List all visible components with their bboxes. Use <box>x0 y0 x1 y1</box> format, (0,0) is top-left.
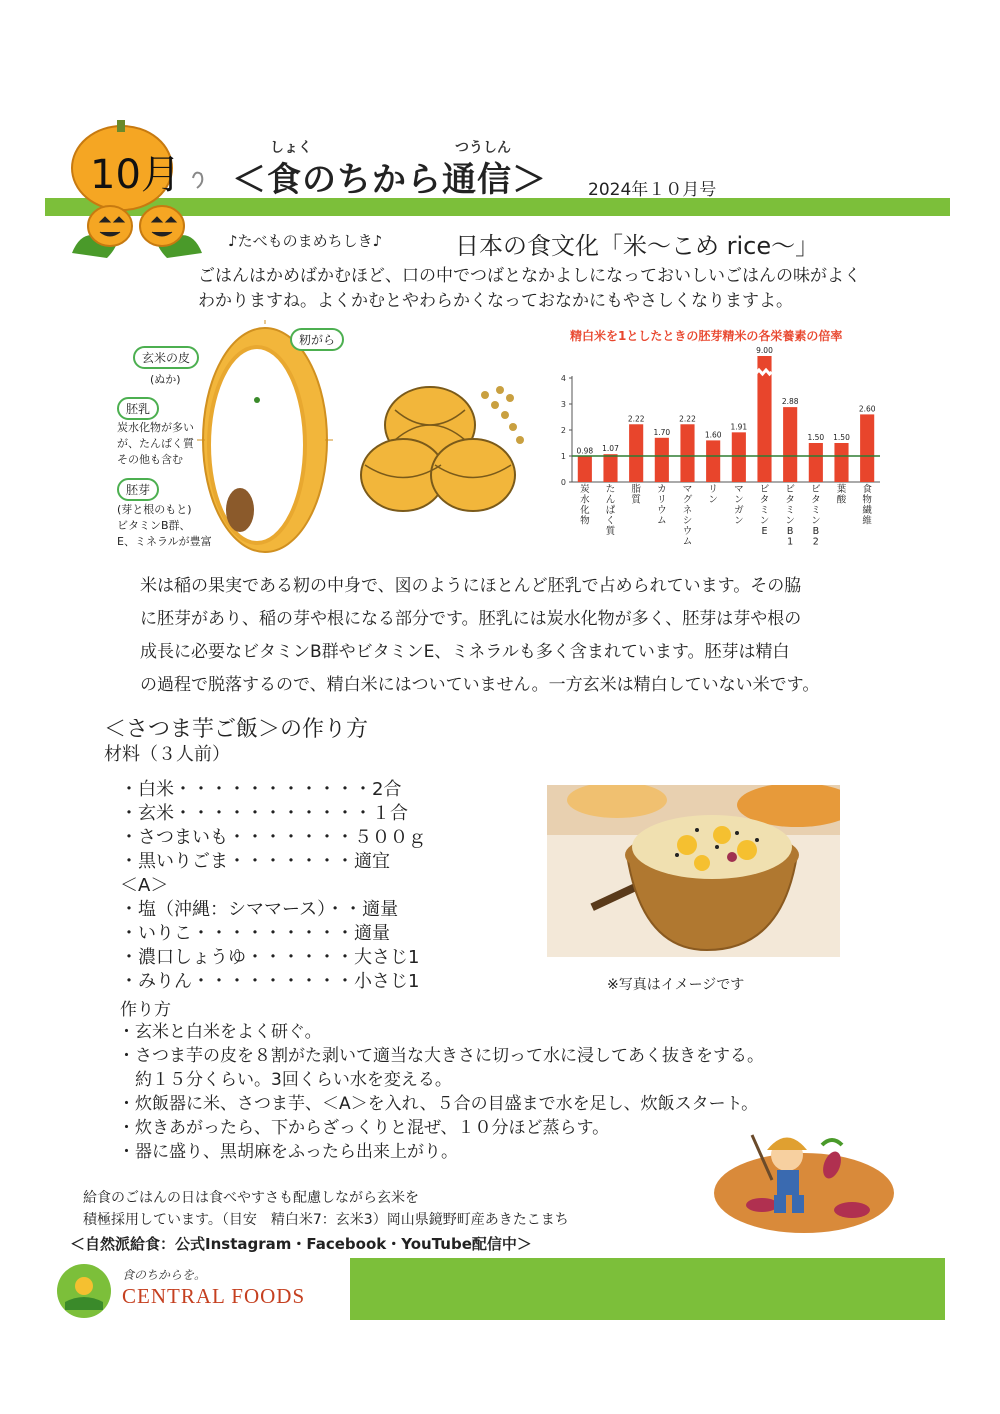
y-tick-label: 3 <box>560 400 566 409</box>
ingredient: ・玄米・・・・・・・・・・・１合 <box>120 803 408 824</box>
step-item: ・炊きあがったら、下からざっくりと混ぜ、１０分ほど蒸らす。 <box>118 1118 610 1138</box>
central-foods-logo-icon <box>55 1262 113 1320</box>
ingredient: ・塩（沖縄：シママース）・・適量 <box>120 899 399 920</box>
data-label: 0.98 <box>576 446 594 456</box>
data-label: 2.60 <box>858 404 876 414</box>
logo-name: CENTRAL FOODS <box>122 1284 306 1308</box>
category-label: 炭水化物 <box>580 484 590 527</box>
materials-heading: 材料（３人前） <box>104 744 230 765</box>
data-label: 1.50 <box>807 433 825 442</box>
nutrient-bar-chart <box>550 342 890 567</box>
footer-note-line-1: 給食のごはんの日は食べやすさも配慮しながら玄米を <box>83 1190 419 1206</box>
category-label: マンガン <box>734 484 744 527</box>
ingredient: ・黒いりごま・・・・・・・適宜 <box>120 851 390 872</box>
ingredient: ・みりん・・・・・・・・・小さじ1 <box>120 971 420 992</box>
label-hainyu: 胚乳 <box>117 397 159 420</box>
footer-green-bar <box>350 1258 945 1320</box>
label-nuka: (ぬか) <box>150 373 181 386</box>
farmer-digging-illustration <box>712 1125 897 1235</box>
bar <box>783 407 797 482</box>
step-item: ・玄米と白米をよく研ぐ。 <box>118 1022 322 1042</box>
ingredient-group-a: ＜A＞ <box>120 875 169 896</box>
hainyu-desc-1: 炭水化物が多い <box>117 421 194 434</box>
category-label: たんぱく質 <box>605 484 616 537</box>
hainyu-desc-3: その他も含む <box>117 453 183 466</box>
category-label: カリウム <box>657 484 667 527</box>
intro-line-2: わかりますね。よくかむとやわらかくなっておなかにもやさしくなりますよ。 <box>198 291 793 311</box>
recipe-title: ＜さつま芋ご飯＞の作り方 <box>104 717 369 742</box>
data-label: 1.50 <box>833 433 850 442</box>
category-label: 食物繊維 <box>862 484 872 527</box>
chart-title: 精白米を1としたときの胚芽精米の各栄養素の倍率 <box>570 329 843 343</box>
bar <box>680 424 694 482</box>
category-label: マグネシウム <box>682 484 693 548</box>
category-label: ビタミン E <box>759 484 770 537</box>
newsletter-title: ＜食のちから通信＞ <box>232 160 547 200</box>
data-label: 1.91 <box>730 422 748 432</box>
paragraph-line-1: 米は稲の果実である籾の中身で、図のようにほとんど胚乳で占められています。その脇 <box>140 576 802 596</box>
footer-note-line-2: 積極採用しています。（目安 精白米7：玄米3）岡山県鏡野町産あきたこまち <box>83 1212 569 1228</box>
ingredient: ・白米・・・・・・・・・・・2合 <box>120 779 402 800</box>
label-haiga: 胚芽 <box>117 478 159 501</box>
step-item: 約１５分くらい。3回くらい水を変える。 <box>118 1070 452 1090</box>
y-tick-label: 0 <box>560 478 566 487</box>
section-title: 日本の食文化「米～こめ rice～」 <box>455 232 820 260</box>
month-badge: 10月 <box>90 152 181 198</box>
category-label: ビタミン B 2 <box>811 484 821 548</box>
paragraph-line-3: 成長に必要なビタミンB群やビタミンE、ミネラルも多く含まれています。胚芽は精白 <box>140 642 790 662</box>
ruby-tsuushin: つうしん <box>455 140 511 156</box>
haiga-desc-3: E、ミネラルが豊富 <box>117 535 212 548</box>
category-label: ビタミン B 1 <box>785 484 795 548</box>
logo-tagline: 食のちからを。 <box>122 1268 207 1282</box>
photo-note: ※写真はイメージです <box>607 977 745 993</box>
label-momigara: 籾がら <box>290 328 344 351</box>
bar <box>732 432 746 482</box>
label-genmai-skin: 玄米の皮 <box>133 346 199 369</box>
category-label: 脂質 <box>631 484 641 506</box>
ingredient-list <box>120 778 426 994</box>
y-tick-label: 4 <box>560 374 566 383</box>
step-item: ・炊飯器に米、さつま芋、＜A＞を入れ、５合の目盛まで水を足し、炊飯スタート。 <box>118 1094 759 1114</box>
bar <box>860 414 874 482</box>
rice-grain-diagram <box>195 320 335 560</box>
bar <box>706 440 720 482</box>
bar <box>655 438 669 482</box>
paragraph-line-4: の過程で脱落するので、精白米にはついていません。一方玄米は精白していない米です。 <box>140 675 820 695</box>
paragraph-line-2: に胚芽があり、稲の芽や根になる部分です。胚乳には炭水化物が多く、胚芽は芽や根の <box>140 609 802 629</box>
intro-line-1: ごはんはかめばかむほど、口の中でつばとなかよしになっておいしいごはんの味がよく <box>198 266 861 286</box>
data-label: 1.07 <box>602 444 619 454</box>
steps-list <box>118 1020 764 1164</box>
steps-heading: 作り方 <box>120 1000 171 1020</box>
bar <box>603 454 617 482</box>
sns-announcement: ＜自然派給食：公式Instagram・Facebook・YouTube配信中＞ <box>70 1235 532 1253</box>
data-label: 2.88 <box>781 397 799 407</box>
ingredient: ・濃口しょうゆ・・・・・・大さじ1 <box>120 947 420 968</box>
data-label: 2.22 <box>627 414 645 424</box>
data-label: 9.00 <box>756 346 773 355</box>
y-tick-label: 2 <box>560 426 566 435</box>
step-item: ・器に盛り、黒胡麻をふったら出来上がり。 <box>118 1142 458 1162</box>
data-label: 1.70 <box>653 427 671 437</box>
bar <box>809 443 823 482</box>
y-tick-label: 1 <box>560 452 566 461</box>
rice-bales-illustration <box>355 370 545 515</box>
section-tag: ♪たべものまめちしき♪ <box>228 232 383 250</box>
data-label: 1.60 <box>704 430 722 440</box>
data-label: 2.22 <box>679 414 696 424</box>
category-label: 葉酸 <box>836 484 847 506</box>
hainyu-desc-2: が、たんぱく質 <box>117 437 194 450</box>
sweet-potato-rice-photo <box>547 785 840 957</box>
haiga-desc-1: (芽と根のもと) <box>117 503 192 516</box>
ruby-shoku: しょく <box>270 140 312 156</box>
ingredient: ・さつまいも・・・・・・・５００ｇ <box>120 827 426 848</box>
haiga-desc-2: ビタミンB群、 <box>117 519 191 532</box>
step-item: ・さつま芋の皮を８割がた剥いて適当な大きさに切って水に浸してあく抜きをする。 <box>118 1046 764 1066</box>
bar <box>834 443 848 482</box>
bar <box>629 424 643 482</box>
issue-date: 2024年１０月号 <box>588 180 717 200</box>
bar <box>578 457 592 482</box>
ingredient: ・いりこ・・・・・・・・・適量 <box>120 923 390 944</box>
category-label: リン <box>708 484 718 506</box>
